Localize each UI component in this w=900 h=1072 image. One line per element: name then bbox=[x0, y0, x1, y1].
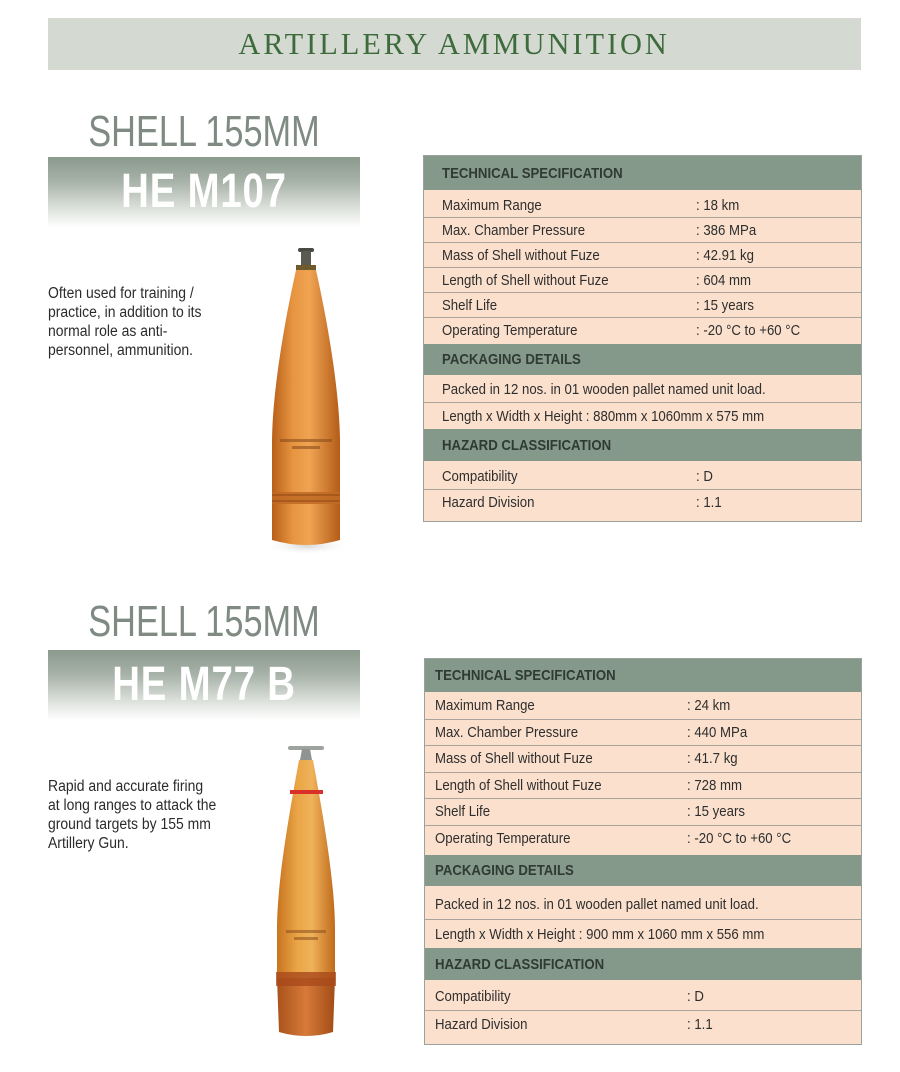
hazard-rows bbox=[425, 980, 861, 1037]
fuze-stem bbox=[301, 251, 311, 267]
spec-label: Operating Temperature bbox=[435, 830, 571, 848]
spec-value: : -20 °C to +60 °C bbox=[696, 322, 801, 339]
packaging-row bbox=[424, 377, 861, 403]
fuze-base bbox=[296, 265, 316, 270]
spec-label: Mass of Shell without Fuze bbox=[442, 246, 600, 264]
cell-text: Hazard Division bbox=[442, 493, 535, 511]
hazard-row bbox=[425, 982, 861, 1011]
spec-value: : 42.91 kg bbox=[696, 246, 754, 264]
description-line: normal role as anti- bbox=[48, 323, 168, 340]
spec-table bbox=[423, 155, 862, 522]
product-caliber-title: SHELL 155MM bbox=[88, 597, 320, 646]
hazard-row bbox=[425, 1011, 861, 1037]
product-caliber-title: SHELL 155MM bbox=[88, 107, 320, 156]
spec-label: Length of Shell without Fuze bbox=[442, 271, 609, 289]
spec-row bbox=[425, 693, 861, 720]
cell-text: : D bbox=[696, 467, 713, 485]
spec-row bbox=[424, 318, 861, 343]
cell-text: Packed in 12 nos. in 01 wooden pallet named unit load. bbox=[442, 381, 766, 398]
packaging-row bbox=[425, 920, 861, 948]
cell-text: Compatibility bbox=[442, 467, 518, 485]
spec-label: Mass of Shell without Fuze bbox=[435, 750, 593, 768]
shell-marking bbox=[294, 937, 318, 940]
spec-value: : 15 years bbox=[687, 803, 745, 821]
packaging-row bbox=[425, 890, 861, 920]
product-title-block bbox=[48, 108, 360, 233]
product-description bbox=[48, 284, 237, 360]
spec-row bbox=[424, 243, 861, 268]
cell-text: PACKAGING DETAILS bbox=[442, 351, 581, 368]
cell-text: : D bbox=[687, 987, 704, 1005]
description-line: Artillery Gun. bbox=[48, 835, 129, 852]
fuze-stem bbox=[300, 749, 312, 760]
driving-band bbox=[272, 492, 340, 504]
spec-value: : 41.7 kg bbox=[687, 750, 738, 768]
spec-label: Max. Chamber Pressure bbox=[435, 723, 579, 741]
description-line: Rapid and accurate firing bbox=[48, 778, 204, 795]
spec-value: : 386 MPa bbox=[696, 221, 757, 239]
description-line: personnel, ammunition. bbox=[48, 342, 194, 359]
red-band bbox=[290, 790, 323, 794]
description-line: Often used for training / bbox=[48, 285, 194, 302]
spec-label: Max. Chamber Pressure bbox=[442, 221, 586, 239]
spec-label: Shelf Life bbox=[442, 296, 498, 314]
spec-label: Operating Temperature bbox=[442, 322, 578, 339]
hazard-rows bbox=[424, 461, 861, 514]
spec-row bbox=[424, 218, 861, 243]
technical-spec-header bbox=[425, 659, 861, 692]
spec-row bbox=[425, 799, 861, 826]
packaging-header bbox=[425, 855, 861, 886]
spec-label: Maximum Range bbox=[442, 196, 542, 214]
page-title: ARTILLERY AMMUNITION bbox=[238, 26, 671, 61]
spec-label: Maximum Range bbox=[435, 697, 535, 715]
technical-spec-rows bbox=[425, 692, 861, 852]
product-title-block bbox=[48, 598, 360, 723]
description-line: practice, in addition to its bbox=[48, 304, 202, 321]
cell-text: : 1.1 bbox=[687, 1015, 713, 1033]
shell-marking bbox=[280, 439, 332, 442]
spec-row bbox=[425, 773, 861, 800]
shell-base bbox=[277, 978, 335, 1036]
hazard-header bbox=[425, 948, 861, 980]
hazard-row bbox=[424, 463, 861, 490]
cell-text: HAZARD CLASSIFICATION bbox=[442, 436, 612, 454]
spec-table bbox=[424, 658, 862, 1045]
technical-spec-rows bbox=[424, 190, 861, 343]
spec-row bbox=[425, 720, 861, 747]
cell-text: PACKAGING DETAILS bbox=[435, 862, 574, 879]
packaging-rows bbox=[425, 886, 861, 948]
spec-value: : 15 years bbox=[696, 296, 754, 314]
spec-row bbox=[425, 826, 861, 853]
description-line: ground targets by 155 mm bbox=[48, 816, 211, 833]
spec-value: : 24 km bbox=[687, 697, 731, 715]
hazard-row bbox=[424, 490, 861, 514]
spec-row bbox=[424, 268, 861, 293]
spec-label: Length of Shell without Fuze bbox=[435, 776, 602, 794]
packaging-row bbox=[424, 403, 861, 429]
spec-value: : -20 °C to +60 °C bbox=[687, 830, 792, 848]
description-line: at long ranges to attack the bbox=[48, 797, 217, 814]
spec-row bbox=[425, 746, 861, 773]
spec-row bbox=[424, 293, 861, 318]
page-title-banner bbox=[48, 18, 861, 70]
product-description bbox=[48, 777, 237, 853]
cell-text: TECHNICAL SPECIFICATION bbox=[435, 667, 616, 684]
packaging-header bbox=[424, 344, 861, 375]
spec-row bbox=[424, 193, 861, 218]
cell-text: Length x Width x Height : 880mm x 1060mm x 575 mm bbox=[442, 407, 765, 425]
cell-text: : 1.1 bbox=[696, 493, 722, 511]
shell-marking bbox=[286, 930, 326, 933]
driving-band bbox=[276, 972, 336, 986]
shell-m107-image bbox=[262, 244, 352, 556]
spec-value: : 604 mm bbox=[696, 271, 752, 289]
cell-text: Length x Width x Height : 900 mm x 1060 mm x 556 mm bbox=[435, 925, 765, 943]
shell-m77b-image bbox=[262, 740, 352, 1045]
cell-text: HAZARD CLASSIFICATION bbox=[435, 955, 605, 973]
cell-text: Hazard Division bbox=[435, 1015, 528, 1033]
packaging-rows bbox=[424, 375, 861, 429]
cell-text: Compatibility bbox=[435, 987, 511, 1005]
technical-spec-header bbox=[424, 156, 861, 190]
spec-value: : 440 MPa bbox=[687, 723, 748, 741]
shell-marking bbox=[292, 446, 320, 449]
product-model-title: HE M107 bbox=[121, 165, 287, 218]
spec-label: Shelf Life bbox=[435, 803, 491, 821]
spec-value: : 728 mm bbox=[687, 776, 743, 794]
cell-text: TECHNICAL SPECIFICATION bbox=[442, 164, 623, 182]
product-model-title: HE M77 B bbox=[112, 658, 296, 711]
spec-value: : 18 km bbox=[696, 196, 740, 214]
cell-text: Packed in 12 nos. in 01 wooden pallet named unit load. bbox=[435, 896, 759, 913]
hazard-header bbox=[424, 429, 861, 461]
